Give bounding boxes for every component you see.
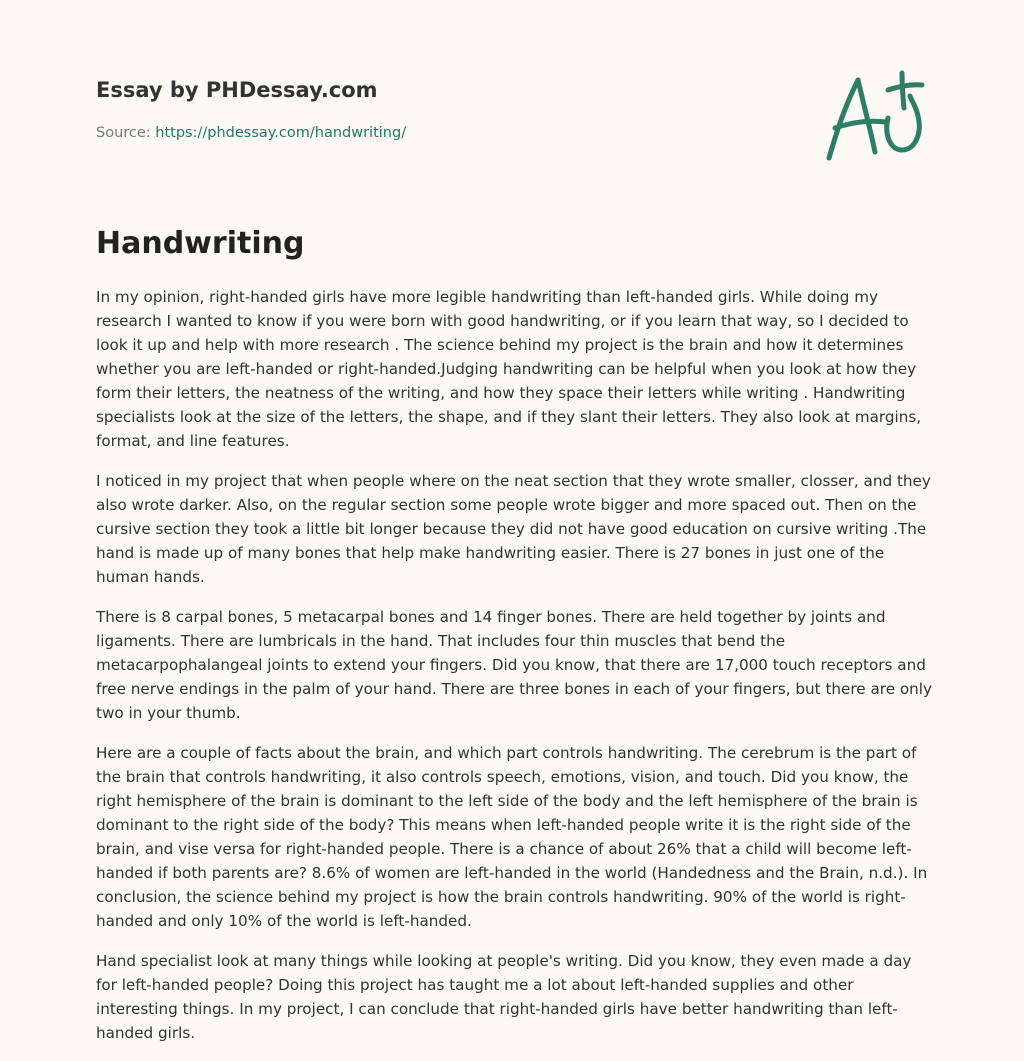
- essay-paragraph: Hand specialist look at many things while looking at people's writing. Did you know, they even made a day for left-handed people? Doing this project has taught me a lot about left-handed supplies and other interesting things. In my project, I can conclude that right-handed girls have better handwriting than left-handed girls.: [96, 952, 912, 1042]
- source-link[interactable]: https://phdessay.com/handwriting/: [155, 125, 407, 141]
- essay-content: [96, 285, 932, 1061]
- essay-paragraph: There is 8 carpal bones, 5 metacarpal bones and 14 finger bones. There are held together by joints and ligaments. There are lumbricals in the hand. That includes four thin muscles that bend the metacarpophalangeal joints to extend your fingers. Did you know, that there are 17,000 touch receptors and free nerve endings in the palm of your hand. There are three bones in each of your fingers, but there are only two in your thumb.: [96, 608, 932, 722]
- source-label: Source:: [96, 125, 151, 141]
- essay-paragraph: I noticed in my project that when people where on the neat section that they wrote smaller, closser, and they also wrote darker. Also, on the regular section some people wrote bigger and more spaced out. Then on the cursive section they took a little bit longer because they did not have good education on cursive writing .The hand is made up of many bones that help make handwriting easier. There is 27 bones in just one of the human hands.: [96, 472, 931, 586]
- essay-paragraph: In my opinion, right-handed girls have more legible handwriting than left-handed girls. While doing my research I wanted to know if you were born with good handwriting, or if you learn that way, so I decided to look it up and help with more research . The science behind my project is the brain and how it determines whether you are left-handed or right-handed.Judging handwriting can be helpful when you look at how they form their letters, the neatness of the writing, and how they space their letters while writing . Handwriting specialists look at the size of the letters, the shape, and if they slant their letters. They also look at margins, format, and line features.: [96, 288, 922, 450]
- essay-paragraph: Here are a couple of facts about the brain, and which part controls handwriting. The cerebrum is the part of the brain that controls handwriting, it also controls speech, emotions, vision, and touch. Did you know, the right hemisphere of the brain is dominant to the left side of the body and the left hemisphere of the brain is dominant to the right side of the body? This means when left-handed people write it is the right side of the brain, and vise versa for right-handed people. There is a chance of about 26% that a child will become left-handed if both parents are? 8.6% of women are left-handed in the world (Handedness and the Brain, n.d.). In conclusion, the science behind my project is how the brain controls handwriting. 90% of the world is right-handed and only 10% of the world is left-handed.: [96, 744, 928, 930]
- site-title: Essay by PHDessay.com: [96, 78, 378, 102]
- source-line: [96, 123, 406, 143]
- a-plus-logo-icon: [822, 66, 932, 166]
- essay-title: Handwriting: [96, 226, 305, 261]
